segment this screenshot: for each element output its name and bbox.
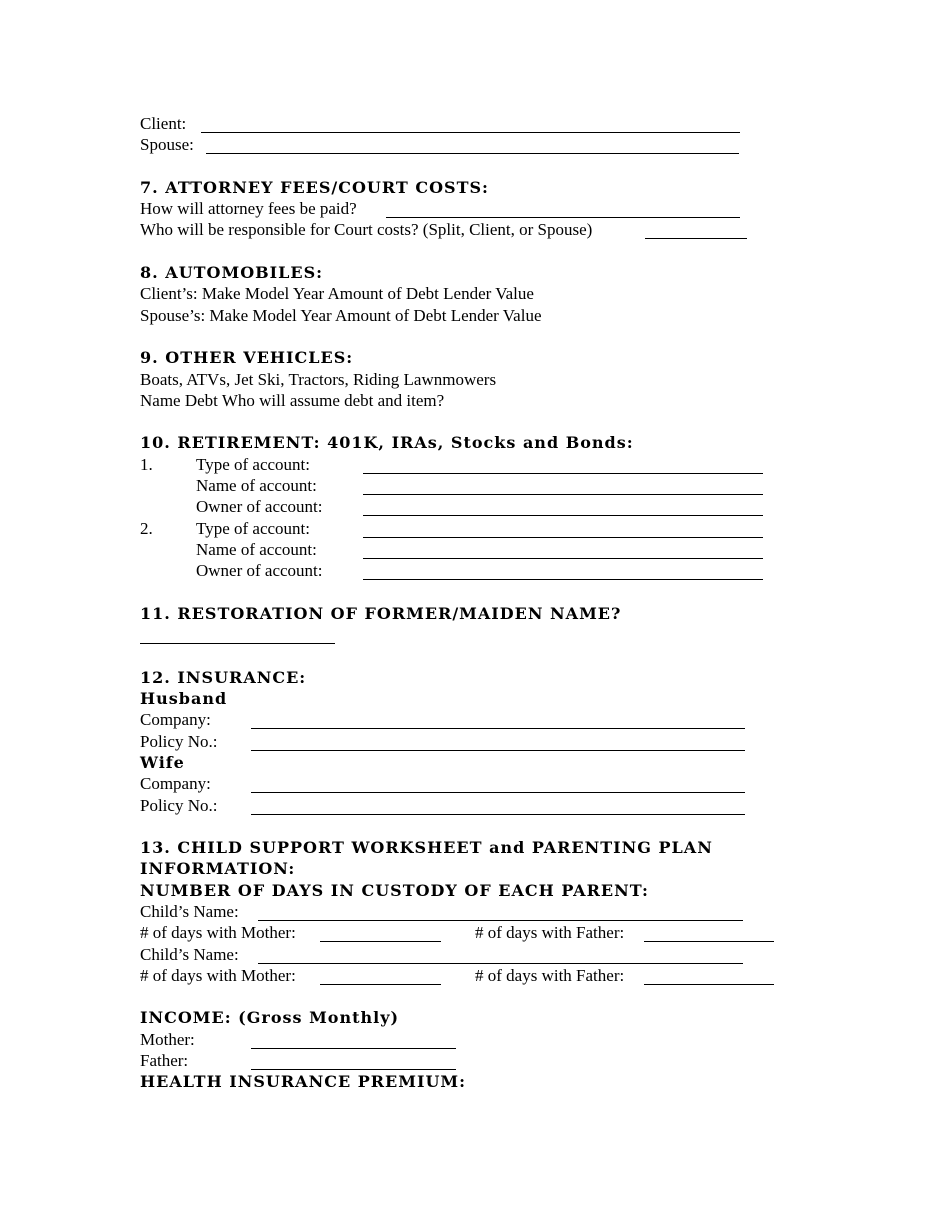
father-income-row [140, 1050, 820, 1071]
section-8-heading: 8. AUTOMOBILES: [140, 263, 324, 283]
income-heading: INCOME: (Gross Monthly) [140, 1008, 400, 1028]
account-1-owner-field[interactable] [363, 500, 763, 516]
child-1-father-days-field[interactable] [644, 926, 774, 942]
child-2-father-days-field[interactable] [644, 969, 774, 985]
account-1-type-row [140, 454, 820, 475]
account-2-owner-row [140, 560, 820, 581]
child-1-name-field[interactable] [258, 905, 743, 921]
child-2-mother-days-label: # of days with Mother: [140, 965, 296, 985]
wife-policy-label: Policy No.: [140, 795, 218, 815]
account-2-name-field[interactable] [363, 543, 763, 559]
client-field[interactable] [201, 117, 740, 133]
child-1-name-row [140, 901, 820, 922]
child-2-name-field[interactable] [258, 948, 743, 964]
section-11-heading: 11. RESTORATION OF FORMER/MAIDEN NAME? [140, 603, 622, 623]
maiden-name-row [140, 624, 820, 645]
husband-policy-row [140, 731, 820, 752]
wife-policy-row [140, 795, 820, 816]
child-1-father-days-label: # of days with Father: [475, 923, 625, 943]
account-2-owner-label: Owner of account: [196, 561, 323, 581]
custody-days-heading: NUMBER OF DAYS IN CUSTODY OF EACH PARENT: [140, 880, 649, 900]
wife-subheading: Wife [140, 752, 185, 772]
child-2-name-label: Child’s Name: [140, 944, 239, 964]
court-costs-label: Who will be responsible for Court costs? (Split, Client, or Spouse) [140, 220, 593, 240]
attorney-fees-row [140, 198, 820, 219]
spouse-row [140, 134, 820, 155]
account-2-name-label: Name of account: [196, 539, 317, 559]
spouse-label: Spouse: [140, 135, 194, 155]
health-insurance-heading: HEALTH INSURANCE PREMIUM: [140, 1072, 467, 1092]
child-2-name-row [140, 944, 820, 965]
child-2-mother-days-field[interactable] [320, 969, 441, 985]
wife-policy-field[interactable] [251, 799, 745, 815]
vehicles-types-line: Boats, ATVs, Jet Ski, Tractors, Riding Lawnmowers [140, 369, 497, 389]
child-1-mother-days-field[interactable] [320, 926, 441, 942]
vehicles-debt-line: Name Debt Who will assume debt and item? [140, 390, 445, 410]
section-9-heading: 9. OTHER VEHICLES: [140, 348, 354, 368]
husband-subheading: Husband [140, 689, 228, 709]
child-2-days-row [140, 965, 820, 986]
wife-company-row [140, 773, 820, 794]
account-1-name-row [140, 475, 820, 496]
wife-company-label: Company: [140, 774, 211, 794]
mother-income-label: Mother: [140, 1029, 195, 1049]
child-2-father-days-label: # of days with Father: [475, 965, 625, 985]
client-auto-line: Client’s: Make Model Year Amount of Debt Lender Value [140, 284, 534, 304]
husband-company-field[interactable] [251, 713, 745, 729]
mother-income-row [140, 1029, 820, 1050]
wife-company-field[interactable] [251, 777, 745, 793]
section-13-heading: 13. CHILD SUPPORT WORKSHEET and PARENTING PLAN [140, 838, 713, 858]
account-2-number: 2. [140, 518, 153, 538]
account-1-name-label: Name of account: [196, 476, 317, 496]
account-2-type-field[interactable] [363, 522, 763, 538]
attorney-fees-field[interactable] [386, 202, 740, 218]
spouse-auto-line: Spouse’s: Make Model Year Amount of Debt Lender Value [140, 305, 542, 325]
husband-company-row [140, 709, 820, 730]
father-income-field[interactable] [251, 1054, 456, 1070]
section-7-heading: 7. ATTORNEY FEES/COURT COSTS: [140, 177, 489, 197]
child-1-name-label: Child’s Name: [140, 901, 239, 921]
maiden-name-field[interactable] [140, 628, 335, 644]
father-income-label: Father: [140, 1051, 189, 1071]
section-13-heading-cont: INFORMATION: [140, 859, 296, 879]
account-1-number: 1. [140, 454, 153, 474]
account-2-type-row [140, 518, 820, 539]
intake-form-page [140, 113, 820, 1093]
husband-policy-label: Policy No.: [140, 731, 218, 751]
account-1-type-label: Type of account: [196, 454, 310, 474]
client-row [140, 113, 820, 134]
account-2-name-row [140, 539, 820, 560]
spouse-field[interactable] [206, 138, 739, 154]
court-costs-row [140, 219, 820, 240]
section-12-heading: 12. INSURANCE: [140, 667, 307, 687]
client-label: Client: [140, 114, 187, 133]
mother-income-field[interactable] [251, 1033, 456, 1049]
account-1-type-field[interactable] [363, 458, 763, 474]
child-1-days-row [140, 922, 820, 943]
section-10-heading: 10. RETIREMENT: 401K, IRAs, Stocks and Bonds: [140, 433, 634, 453]
account-2-type-label: Type of account: [196, 518, 310, 538]
account-2-owner-field[interactable] [363, 564, 763, 580]
husband-policy-field[interactable] [251, 735, 745, 751]
child-1-mother-days-label: # of days with Mother: [140, 923, 296, 943]
account-1-owner-row [140, 496, 820, 517]
account-1-owner-label: Owner of account: [196, 497, 323, 517]
account-1-name-field[interactable] [363, 479, 763, 495]
court-costs-field[interactable] [645, 223, 747, 239]
husband-company-label: Company: [140, 710, 211, 730]
attorney-fees-label: How will attorney fees be paid? [140, 199, 357, 219]
